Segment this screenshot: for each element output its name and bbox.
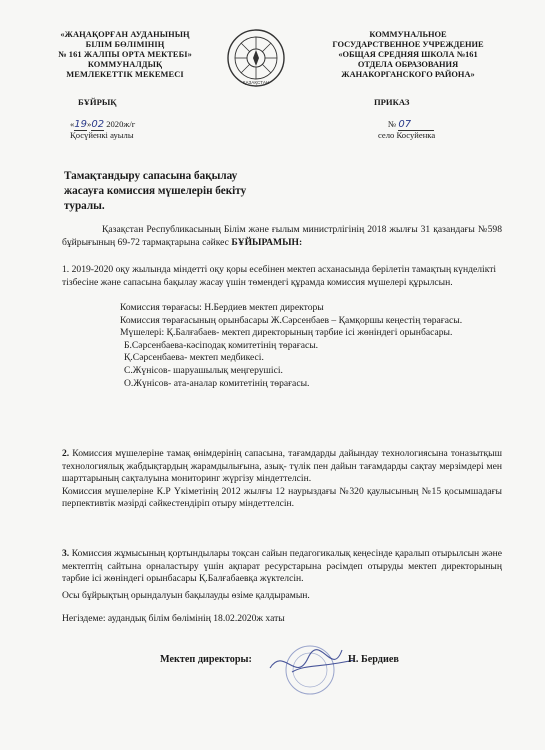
- member-line: Қ.Сәрсенбаева- мектеп медбикесі.: [124, 352, 264, 364]
- header-right-line: ЖАНАКОРГАНСКОГО РАЙОНА»: [341, 70, 475, 79]
- item-1: [62, 264, 502, 289]
- document-title: [64, 169, 324, 214]
- date-day-handwritten: 19: [74, 119, 88, 130]
- item-3-num: 3.: [62, 548, 70, 559]
- basis-paragraph: Негіздеме: аудандық білім бөлімінің 18.02.2020ж хаты: [62, 613, 285, 624]
- member-line: С.Жүнісов- шаруашылық меңгерушісі.: [124, 364, 283, 376]
- date-month-handwritten: 02: [91, 119, 105, 130]
- order-label-ru: ПРИКАЗ: [374, 97, 410, 107]
- signature-name: Н. Бердиев: [348, 654, 399, 665]
- item-3: [62, 548, 502, 586]
- header-left-kz: [30, 30, 220, 80]
- header-right-line: КОММУНАЛЬНОЕ: [369, 30, 447, 39]
- title-line: Тамақтандыру сапасына бақылау: [64, 170, 238, 182]
- item-1-num: 1.: [62, 264, 70, 275]
- number-handwritten: 07: [398, 119, 434, 131]
- intro-paragraph: [62, 224, 502, 249]
- title-line: туралы.: [64, 200, 105, 212]
- header-left-line: № 161 ЖАЛПЫ ОРТА МЕКТЕБІ»: [58, 50, 192, 59]
- item-2-text: Комиссия мүшелеріне тамақ өнімдерінің сапасына, тағамдарды дайындау технологиясына тоназытқыш технологиялық жабдықтардың жарамдылығына, азық- түлік пен дайын тағамдарды сақтау мерзімдері мен шарттарының сақталуына мониторинг жүргізу міндеттелсін.: [62, 448, 502, 485]
- state-emblem-icon: [226, 28, 286, 88]
- header-right-ru: [308, 30, 508, 80]
- member-line: Мүшелері: Қ.Балғабаев- мектеп директорының тәрбие ісі жөніндегі орынбасары.: [120, 327, 453, 339]
- number-prefix: №: [388, 119, 399, 129]
- date-mid: »: [87, 119, 92, 129]
- place-ru: село Косуйенка: [378, 130, 436, 140]
- stamp-and-signature-icon: [262, 638, 362, 698]
- header-right-line: ОТДЕЛА ОБРАЗОВАНИЯ: [357, 60, 459, 69]
- control-paragraph: Осы бұйрықтың орындалуын бақылауды өзіме қалдырамын.: [62, 590, 310, 601]
- member-line: Комиссия төрағасының орынбасары Ж.Сәрсенбаев – Қамқоршы кеңестің төрағасы.: [120, 314, 463, 326]
- header-left-line: МЕМЛЕКЕТТІК МЕКЕМЕСІ: [66, 70, 184, 79]
- item-3-text: Комиссия жұмысының қортындылары тоқсан сайын педагогикалық кеңесінде қаралып отырылсын және мектептің сайтына орналастыру үшін ақпарат ресурстарына рәсімдеп отыруды мектеп директорының тәрбие ісі жөніндегі орынбасары Қ.Балғабаевқа жүктелсін.: [62, 548, 502, 585]
- place-kz: Қосүйенкі ауылы: [70, 130, 134, 140]
- header-right-line: «ОБЩАЯ СРЕДНЯЯ ШКОЛА №161: [338, 50, 478, 59]
- item-1-text: 2019-2020 оқу жылында міндетті оқу қоры есебінен мектеп асханасында берілетін тамақтың күнделікті тізбесіне және сапасына бақылау жасау үшін төмендегі құрамда комиссия мүшелері құрылсын.: [62, 264, 497, 288]
- header-right-line: ГОСУДАРСТВЕННОЕ УЧРЕЖДЕНИЕ: [332, 40, 484, 49]
- intro-order-word: БҰЙЫРАМЫН:: [231, 236, 303, 248]
- member-line: Комиссия төрағасы: Н.Бердиев мектеп директоры: [120, 302, 324, 313]
- signature-role: Мектеп директоры:: [160, 654, 252, 665]
- item-2-text-2: Комиссия мүшелеріне К.Р Үкіметінің 2012 жылғы 12 наурыздағы №320 қаулысының №15 қосымшадағы перпективтік мәзірді сәйкестендіріп отыру міндеттелсін.: [62, 485, 502, 510]
- title-line: жасауға комиссия мүшелерін бекіту: [64, 185, 247, 197]
- member-line: О.Жүнісов- ата-аналар комитетінің төрағасы.: [124, 377, 310, 389]
- item-2: [62, 448, 502, 511]
- member-line: Б.Сәрсенбаева-кәсіподақ комитетінің төрағасы.: [124, 339, 319, 351]
- header-left-line: «ЖАҢАҚОРҒАН АУДАНЫНЫҢ: [60, 30, 190, 39]
- item-2-num: 2.: [62, 448, 70, 459]
- emblem-label: ҚАЗАҚСТАН: [242, 80, 270, 85]
- header-left-line: КОММУНАЛДЫҚ: [87, 60, 163, 69]
- header-left-line: БІЛІМ БӨЛІМІНІҢ: [85, 40, 165, 49]
- order-label-kz: БҰЙРЫҚ: [78, 97, 117, 107]
- date-suffix: 2020ж/г: [104, 119, 136, 129]
- intro-text: Қазақстан Республикасының Білім және ғылым министрлігінің 2018 жылғы 31 қазандағы №598 бұйрығының 69-72 тармақтарына сәйкес: [62, 224, 502, 248]
- date-prefix: «: [70, 119, 75, 129]
- commission-members-list: [120, 302, 500, 390]
